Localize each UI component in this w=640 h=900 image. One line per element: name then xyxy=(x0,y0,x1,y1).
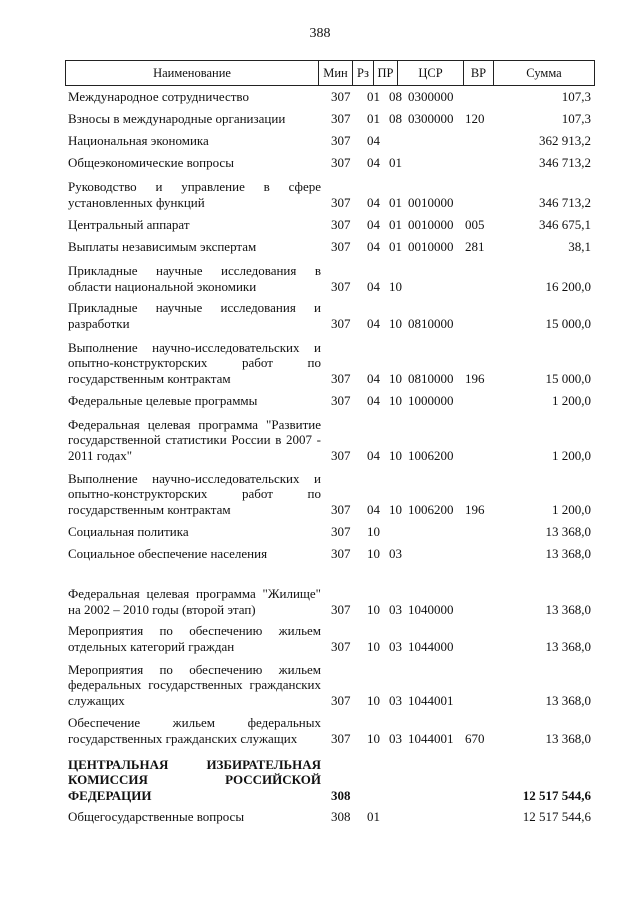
row-name: Выполнение научно-исследовательских и опытно-конструкторских работ по государственным контрактам xyxy=(68,470,321,517)
row-rz: 04 xyxy=(367,315,380,331)
row-rz: 04 xyxy=(367,278,380,294)
table-row xyxy=(65,622,595,654)
row-pr: 08 xyxy=(389,88,402,104)
row-vr: 670 xyxy=(465,730,485,746)
row-pr: 01 xyxy=(389,216,402,232)
column-header-rz: Рз xyxy=(353,61,374,85)
row-pr: 03 xyxy=(389,692,402,708)
row-rz: 04 xyxy=(367,194,380,210)
row-vr: 005 xyxy=(465,216,485,232)
table-row xyxy=(65,392,595,408)
table-row xyxy=(65,110,595,126)
row-min: 307 xyxy=(331,638,351,654)
row-sum: 13 368,0 xyxy=(545,638,591,654)
table-row xyxy=(65,132,595,148)
table-row xyxy=(65,469,595,517)
row-csr: 0010000 xyxy=(408,194,454,210)
row-rz: 01 xyxy=(367,110,380,126)
row-pr: 08 xyxy=(389,110,402,126)
row-rz: 04 xyxy=(367,370,380,386)
row-min: 307 xyxy=(331,692,351,708)
row-pr: 10 xyxy=(389,315,402,331)
row-rz: 04 xyxy=(367,447,380,463)
row-sum: 13 368,0 xyxy=(545,730,591,746)
table-row xyxy=(65,714,595,746)
row-pr: 03 xyxy=(389,601,402,617)
row-min: 307 xyxy=(331,194,351,210)
row-sum: 38,1 xyxy=(568,238,591,254)
row-name: Обеспечение жильем федеральных государственных гражданских служащих xyxy=(68,715,321,746)
row-min: 307 xyxy=(331,370,351,386)
row-csr: 0010000 xyxy=(408,216,454,232)
column-header-min: Мин xyxy=(319,61,353,85)
row-sum: 346 713,2 xyxy=(539,154,591,170)
row-pr: 10 xyxy=(389,501,402,517)
table-row xyxy=(65,299,595,331)
row-name: Федеральные целевые программы xyxy=(68,392,258,408)
row-name: ЦЕНТРАЛЬНАЯ ИЗБИРАТЕЛЬНАЯ КОМИССИЯ РОССИЙСКОЙ ФЕДЕРАЦИИ xyxy=(68,756,321,803)
row-sum: 13 368,0 xyxy=(545,601,591,617)
row-min: 307 xyxy=(331,132,351,148)
row-name: Социальное обеспечение населения xyxy=(68,545,268,561)
table-row xyxy=(65,660,595,708)
row-csr: 0010000 xyxy=(408,238,454,254)
row-sum: 16 200,0 xyxy=(545,278,591,294)
table-row xyxy=(65,545,595,561)
column-header-csr: ЦСР xyxy=(398,61,464,85)
table-row xyxy=(65,88,595,104)
row-min: 307 xyxy=(331,278,351,294)
row-sum: 1 200,0 xyxy=(552,447,591,463)
row-name: Мероприятия по обеспечению жильем отдельных категорий граждан xyxy=(68,623,321,654)
table-row xyxy=(65,416,595,463)
row-min: 307 xyxy=(331,730,351,746)
row-min: 307 xyxy=(331,315,351,331)
row-csr: 1044001 xyxy=(408,730,454,746)
row-csr: 1040000 xyxy=(408,601,454,617)
row-min: 307 xyxy=(331,110,351,126)
table-row xyxy=(65,569,595,617)
row-rz: 10 xyxy=(367,523,380,539)
row-sum: 362 913,2 xyxy=(539,132,591,148)
row-min: 308 xyxy=(331,787,351,803)
row-rz: 01 xyxy=(367,808,380,824)
row-name: Прикладные научные исследования и разработки xyxy=(68,300,321,331)
table-row xyxy=(65,238,595,254)
row-csr: 0300000 xyxy=(408,88,454,104)
row-pr: 10 xyxy=(389,447,402,463)
row-name: Выплаты независимым экспертам xyxy=(68,238,257,254)
row-min: 307 xyxy=(331,447,351,463)
row-sum: 13 368,0 xyxy=(545,523,591,539)
row-pr: 03 xyxy=(389,545,402,561)
row-rz: 10 xyxy=(367,638,380,654)
row-min: 307 xyxy=(331,238,351,254)
row-sum: 107,3 xyxy=(561,110,591,126)
row-csr: 0810000 xyxy=(408,315,454,331)
row-rz: 04 xyxy=(367,238,380,254)
row-min: 307 xyxy=(331,216,351,232)
row-csr: 0300000 xyxy=(408,110,454,126)
row-csr: 1044001 xyxy=(408,692,454,708)
row-name: Выполнение научно-исследовательских и опытно-конструкторских работ по государственным контрактам xyxy=(68,339,321,386)
row-pr: 01 xyxy=(389,238,402,254)
row-name: Центральный аппарат xyxy=(68,216,190,232)
column-header-sum: Сумма xyxy=(526,65,562,80)
table-row xyxy=(65,808,595,824)
row-vr: 281 xyxy=(465,238,485,254)
table-row xyxy=(65,523,595,539)
row-csr: 0810000 xyxy=(408,370,454,386)
row-csr: 1006200 xyxy=(408,447,454,463)
row-pr: 03 xyxy=(389,730,402,746)
row-rz: 04 xyxy=(367,216,380,232)
row-rz: 04 xyxy=(367,132,380,148)
row-min: 307 xyxy=(331,154,351,170)
row-rz: 01 xyxy=(367,88,380,104)
row-sum: 1 200,0 xyxy=(552,501,591,517)
row-name: Общегосударственные вопросы xyxy=(68,808,245,824)
table-row xyxy=(65,338,595,386)
row-sum: 13 368,0 xyxy=(545,692,591,708)
page-number: 388 xyxy=(309,26,331,41)
row-min: 307 xyxy=(331,601,351,617)
row-pr: 10 xyxy=(389,370,402,386)
row-min: 307 xyxy=(331,88,351,104)
table-header xyxy=(65,60,595,86)
row-vr: 196 xyxy=(465,370,485,386)
column-header-pr: ПР xyxy=(374,61,398,85)
row-sum: 15 000,0 xyxy=(545,315,591,331)
row-min: 307 xyxy=(331,392,351,408)
table-row xyxy=(65,154,595,170)
row-csr: 1044000 xyxy=(408,638,454,654)
row-name: Международное сотрудничество xyxy=(68,88,249,104)
row-csr: 1000000 xyxy=(408,392,454,408)
row-pr: 10 xyxy=(389,392,402,408)
row-rz: 10 xyxy=(367,730,380,746)
row-name: Социальная политика xyxy=(68,523,189,539)
table-row xyxy=(65,178,595,210)
row-vr: 120 xyxy=(465,110,485,126)
row-csr: 1006200 xyxy=(408,501,454,517)
row-pr: 01 xyxy=(389,154,402,170)
row-name: Федеральная целевая программа "Жилище" на 2002 – 2010 годы (второй этап) xyxy=(68,586,321,617)
row-name: Национальная экономика xyxy=(68,132,209,148)
column-header-vr: ВР xyxy=(464,61,494,85)
row-rz: 04 xyxy=(367,154,380,170)
row-sum: 107,3 xyxy=(561,88,591,104)
row-sum: 1 200,0 xyxy=(552,392,591,408)
row-rz: 10 xyxy=(367,545,380,561)
row-sum: 346 713,2 xyxy=(539,194,591,210)
row-sum: 12 517 544,6 xyxy=(522,787,591,803)
row-vr: 196 xyxy=(465,501,485,517)
row-rz: 04 xyxy=(367,392,380,408)
row-sum: 346 675,1 xyxy=(539,216,591,232)
table-row xyxy=(65,755,595,803)
row-min: 307 xyxy=(331,523,351,539)
row-min: 307 xyxy=(331,501,351,517)
row-min: 307 xyxy=(331,545,351,561)
row-rz: 10 xyxy=(367,601,380,617)
column-header-name: Наименование xyxy=(66,61,319,85)
row-pr: 03 xyxy=(389,638,402,654)
row-sum: 13 368,0 xyxy=(545,545,591,561)
row-name: Прикладные научные исследования в области национальной экономики xyxy=(68,263,321,294)
row-name: Мероприятия по обеспечению жильем федеральных государственных гражданских служащих xyxy=(68,661,321,708)
row-name: Взносы в международные организации xyxy=(68,110,286,126)
row-sum: 12 517 544,6 xyxy=(522,808,591,824)
row-rz: 04 xyxy=(367,501,380,517)
row-pr: 10 xyxy=(389,278,402,294)
row-pr: 01 xyxy=(389,194,402,210)
table-row xyxy=(65,262,595,294)
row-min: 308 xyxy=(331,808,351,824)
row-name: Федеральная целевая программа "Развитие государственной статистики России в 2007 - 2011 годах" xyxy=(68,416,321,463)
table-row xyxy=(65,216,595,232)
row-sum: 15 000,0 xyxy=(545,370,591,386)
row-name: Руководство и управление в сфере установленных функций xyxy=(68,179,321,210)
row-rz: 10 xyxy=(367,692,380,708)
row-name: Общеэкономические вопросы xyxy=(68,154,234,170)
